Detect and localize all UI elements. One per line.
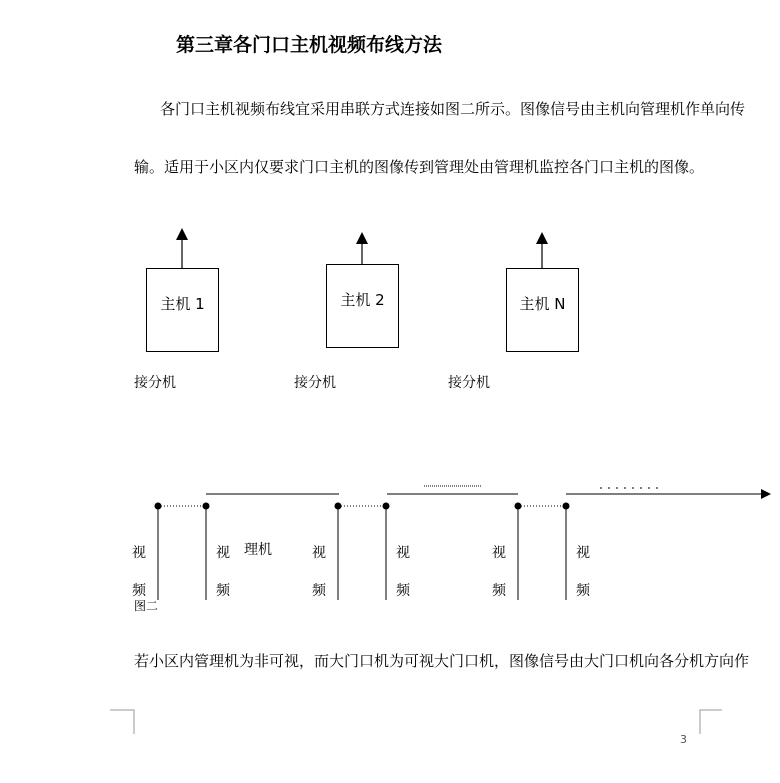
page-title: 第三章各门口主机视频布线方法 [176,34,443,56]
video-char-6a: 视 [576,545,590,561]
host-label-2: 主机 2 [340,291,385,309]
paragraph-line-2: 输。适用于小区内仅要求门口主机的图像传到管理处由管理机监控各门口主机的图像。 [134,158,705,176]
video-char-2a: 视 [216,545,230,561]
video-char-6b: 频 [576,583,590,599]
host-box-n [506,268,579,352]
video-char-5a: 视 [492,545,506,561]
junction-dot-5 [515,503,522,510]
splitter-label-3: 接分机 [448,375,490,391]
video-char-4a: 视 [396,545,410,561]
junction-dot-6 [563,503,570,510]
figure-label: 图二 [134,599,159,613]
paragraph-line-1: 各门口主机视频布线宜采用串联方式连接如图二所示。图像信号由主机向管理机作单向传 [160,100,746,118]
video-char-4b: 频 [396,583,410,599]
corner-mark-right [696,708,726,738]
video-char-5b: 频 [492,583,506,599]
paragraph-line-3: 若小区内管理机为非可视，而大门口机为可视大门口机，图像信号由大门口机向各分机方向作 [134,652,750,670]
host-label-1: 主机 1 [160,295,205,313]
host-box-1 [146,268,219,352]
video-char-3a: 视 [312,545,326,561]
manager-fragment: 理机 [244,542,272,558]
junction-dot-3 [335,503,342,510]
video-char-3b: 频 [312,583,326,599]
video-char-1a: 视 [132,545,146,561]
host-label-n: 主机 N [519,295,566,313]
host-box-2 [326,264,399,348]
video-char-2b: 频 [216,583,230,599]
junction-dot-1 [155,503,162,510]
junction-dot-2 [203,503,210,510]
junction-dot-4 [383,503,390,510]
splitter-label-2: 接分机 [294,375,336,391]
page-number: 3 [680,733,687,746]
video-char-1b: 频 [132,583,146,599]
splitter-label-1: 接分机 [134,375,176,391]
corner-mark-left [110,708,140,738]
